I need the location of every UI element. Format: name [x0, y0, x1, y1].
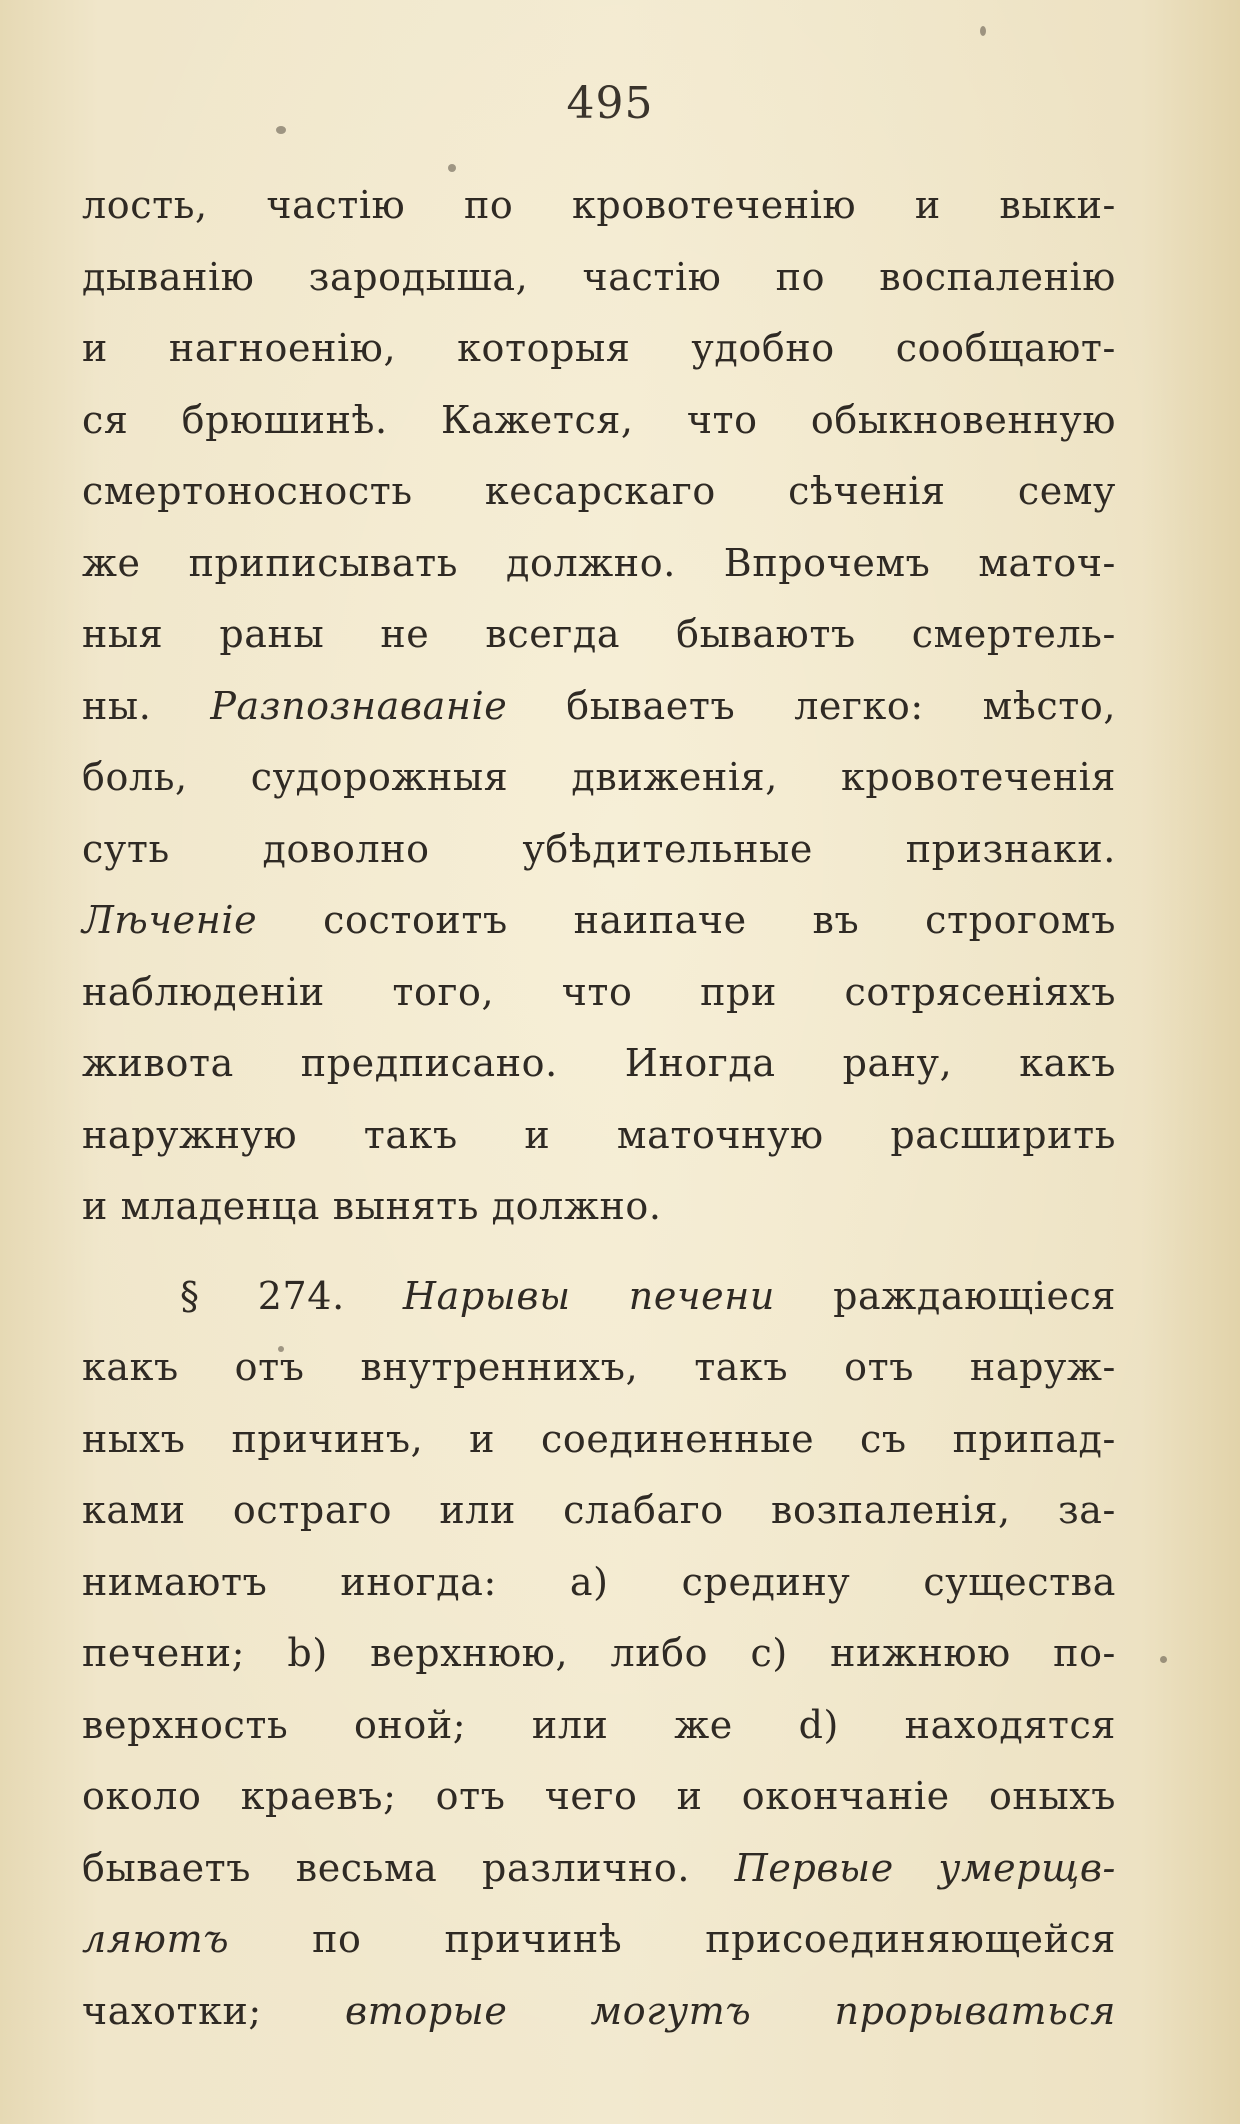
paragraph-2 [82, 1261, 1116, 2048]
text-line [82, 1547, 1116, 1619]
text-line [82, 1976, 1116, 2048]
text-run: ками остраго или слабаго возпаленія, за- [82, 1488, 1116, 1532]
text-line [82, 242, 1116, 314]
text-run: дыванію зародыша, частію по воспаленію [82, 254, 1116, 299]
text-line [82, 1475, 1116, 1547]
text-run: около краевъ; отъ чего и окончаніе оныхъ [82, 1774, 1116, 1818]
italic-run: Первые умерщв- [734, 1845, 1116, 1890]
text-run: состоитъ наипаче въ строгомъ [257, 898, 1116, 942]
italic-run: вторые могутъ прорываться [345, 1988, 1117, 2033]
text-run: ныхъ причинъ, и соединенные съ припад- [82, 1416, 1116, 1461]
text-run: § 274. [180, 1273, 403, 1318]
italic-run: Лѣченiе [82, 898, 258, 942]
text-run: и младенца вынять должно. [82, 1184, 662, 1228]
ink-spot [276, 126, 286, 134]
text-run: наблюденіи того, что при сотрясеніяхъ [82, 969, 1116, 1014]
text-run: печени; b) верхнюю, либо с) нижнюю по- [82, 1631, 1116, 1675]
text-line [82, 1028, 1116, 1100]
text-line [82, 1833, 1116, 1905]
text-run: ся брюшинѣ. Кажется, что обыкновенную [82, 397, 1116, 442]
text-line [82, 456, 1116, 528]
text-run: ны. [82, 683, 211, 728]
italic-run: Разпознаванiе [210, 683, 508, 728]
text-line [82, 1618, 1116, 1690]
text-run: какъ отъ внутреннихъ, такъ отъ наруж- [82, 1345, 1116, 1389]
text-line [82, 528, 1116, 600]
text-run: наружную такъ и маточную расширить [82, 1112, 1116, 1157]
text-line [82, 1404, 1116, 1476]
text-line [82, 1904, 1116, 1976]
text-line [82, 814, 1116, 886]
text-run: верхность оной; или же d) находятся [82, 1702, 1116, 1747]
italic-run: Нарывы печени [402, 1273, 775, 1318]
text-line [82, 170, 1116, 242]
italic-run: ляютъ [82, 1917, 230, 1961]
ink-spot [980, 26, 986, 36]
text-run: суть доволно убѣдительные признаки. [82, 826, 1116, 871]
text-run: раждающіеся [774, 1273, 1117, 1318]
paragraph-1 [82, 170, 1116, 1243]
text-run: и нагноенію, которыя удобно сообщают- [82, 326, 1116, 370]
text-line [82, 1761, 1116, 1833]
text-line [82, 1171, 1116, 1243]
text-run: чахотки; [82, 1988, 346, 2033]
text-line [82, 385, 1116, 457]
text-line [82, 313, 1116, 385]
text-line [82, 1100, 1116, 1172]
text-run: бываетъ весьма различно. [82, 1845, 735, 1890]
text-line [82, 957, 1116, 1029]
text-run: нимаютъ иногда: а) средину существа [82, 1559, 1116, 1604]
page-number: 495 [566, 78, 654, 129]
text-line [82, 671, 1116, 743]
text-line [82, 1332, 1116, 1404]
text-run: по причинѣ присоединяющейся [229, 1917, 1116, 1961]
text-line [82, 1261, 1116, 1333]
text-run: бываетъ легко: мѣсто, [507, 683, 1116, 728]
text-run: боль, судорожныя движенія, кровотеченія [82, 755, 1116, 799]
text-run: лость, частію по кровотеченію и выки- [82, 183, 1116, 227]
text-line [82, 742, 1116, 814]
body-text [82, 170, 1116, 2047]
text-run: живота предписано. Иногда рану, какъ [82, 1041, 1116, 1085]
text-run: ныя раны не всегда бываютъ смертель- [82, 612, 1116, 656]
text-line [82, 599, 1116, 671]
text-line [82, 1690, 1116, 1762]
ink-spot [1160, 1656, 1167, 1663]
text-run: смертоносность кесарскаго сѣченія сему [82, 469, 1116, 513]
text-line [82, 885, 1116, 957]
text-run: же приписывать должно. Впрочемъ маточ- [82, 540, 1116, 585]
